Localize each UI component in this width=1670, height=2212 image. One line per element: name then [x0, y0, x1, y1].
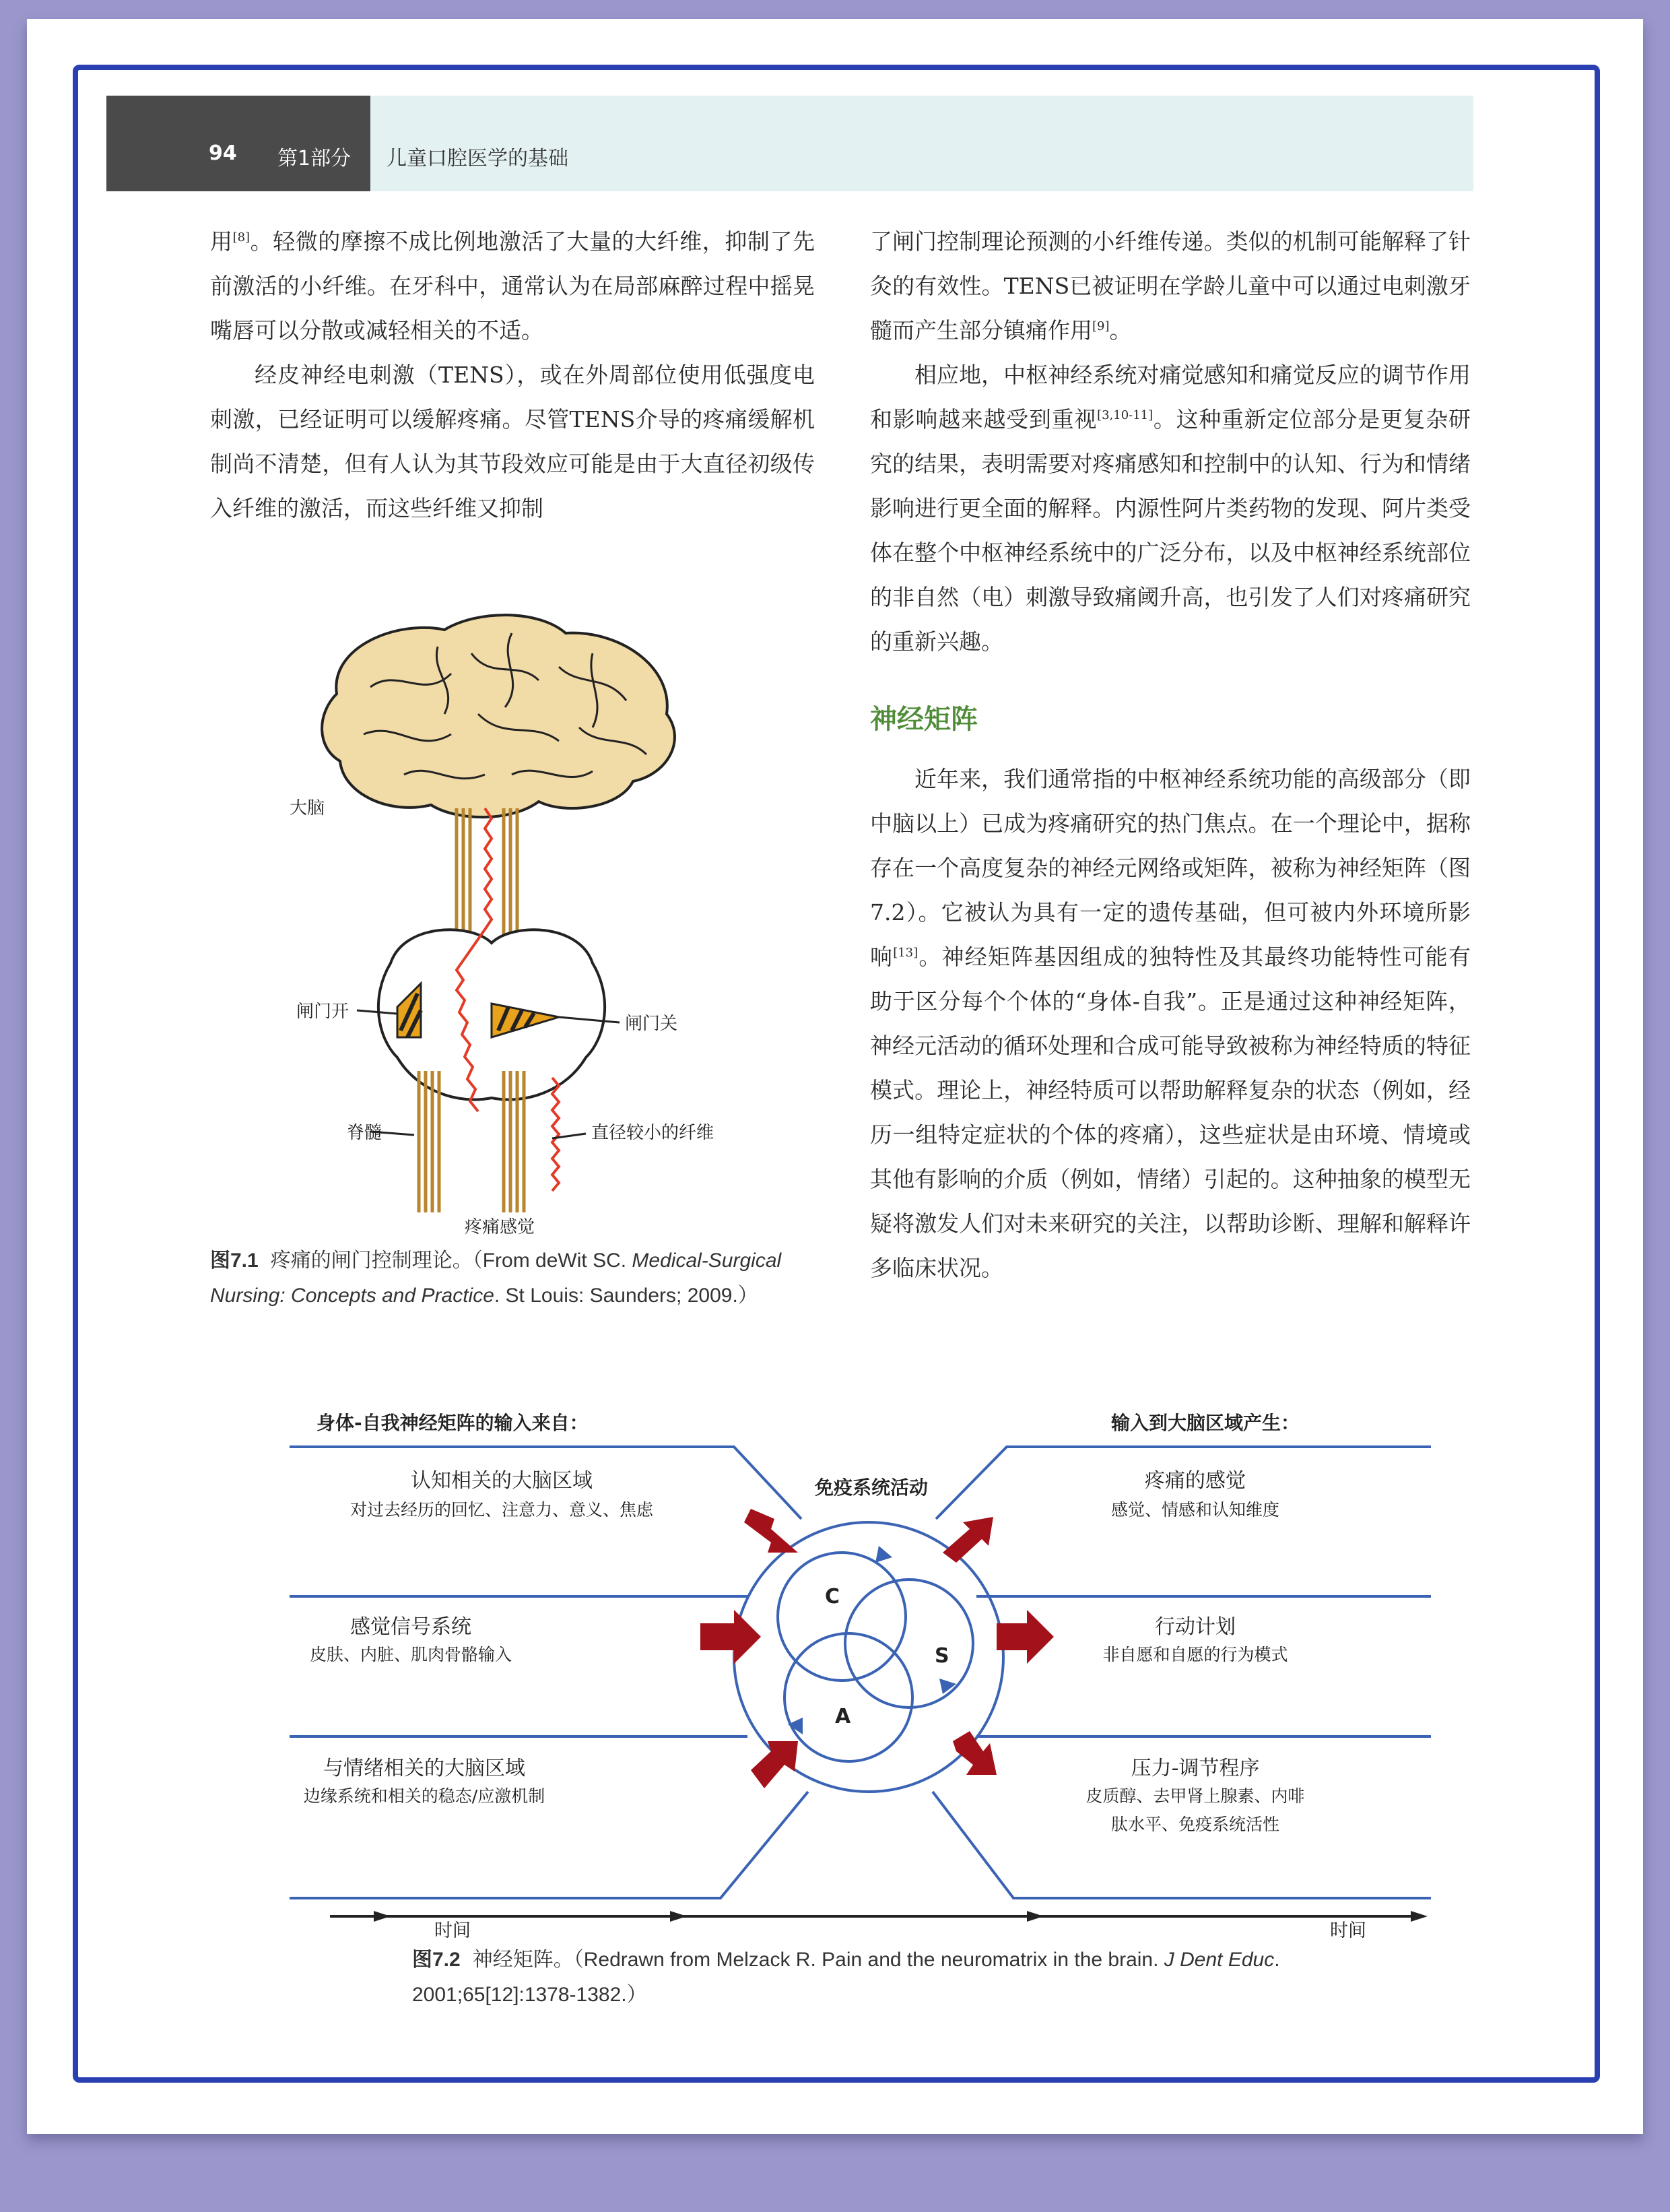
- label-pain-sensation: 疼痛感觉: [465, 1217, 535, 1237]
- label-gate-open: 闸门开: [296, 1002, 349, 1022]
- brain-illustration: [322, 615, 675, 817]
- immune-label: 免疫系统活动: [815, 1476, 929, 1499]
- letter-c: C: [825, 1585, 840, 1608]
- paragraph: 近年来，我们通常指的中枢神经系统功能的高级部分（即中脑以上）已成为疼痛研究的热门焦点。在一个理论中，据称存在一个高度复杂的神经元网络或矩阵，被称为神经矩阵（图7.2）。它被认为具有一定的遗传基础，但可被内外环境所影响[13]。神经矩阵基因组成的独特性及其最终功能特性可能有助于区分每个个体的“身体-自我”。正是通过这种神经矩阵，神经元活动的循环处理和合成可能导致被称为神经特质的特征模式。理论上，神经特质可以帮助解释复杂的状态（例如，经历一组特定症状的个体的疼痛），这些症状是由环境、情境或其他有影响的介质（例如，情绪）引起的。这种抽象的模型无疑将激发人们对未来研究的关注，以帮助诊断、理解和解释许多临床状况。: [870, 766, 1471, 1281]
- letter-a: A: [835, 1705, 851, 1728]
- paragraph: 用[8]。轻微的摩擦不成比例地激活了大量的大纤维，抑制了先前激活的小纤维。在牙科中，通常认为在局部麻醉过程中摇晃嘴唇可以分散或减轻相关的不适。: [210, 228, 815, 344]
- time-label-right: 时间: [1330, 1920, 1366, 1940]
- output-title: 行动计划: [1155, 1615, 1236, 1639]
- left-column: [210, 220, 815, 531]
- figure2-caption: 图7.2 神经矩阵。（Redrawn from Melzack R. Pain and the neuromatrix in the brain. J Dent Educ. 2001;65[12]:1378-1382.）: [412, 1949, 1280, 2006]
- input-sub: 皮肤、内脏、肌肉骨骼输入: [309, 1645, 512, 1664]
- right-column: [870, 220, 1471, 664]
- inputs-title: 身体-自我神经矩阵的输入来自：: [316, 1412, 589, 1434]
- part-label: 第1部分: [277, 147, 352, 170]
- output-sub-line2: 肽水平、免疫系统活性: [1110, 1815, 1280, 1834]
- neuromatrix-figure: [269, 1401, 1455, 1940]
- output-arrow: [997, 1610, 1054, 1664]
- input-arrow: [751, 1741, 798, 1788]
- section-heading: 神经矩阵: [870, 704, 978, 735]
- label-gate-closed: 闸门关: [625, 1014, 678, 1034]
- input-arrow: [700, 1610, 761, 1664]
- label-spinal-cord: 脊髓: [347, 1123, 382, 1143]
- paragraph: 了闸门控制理论预测的小纤维传递。类似的机制可能解释了针灸的有效性。TENS已被证明在学龄儿童中可以通过电刺激牙髓而产生部分镇痛作用[9]。: [870, 228, 1471, 344]
- figure-number: 图7.1: [210, 1249, 259, 1272]
- input-arrow: [744, 1509, 798, 1553]
- figure-number: 图7.2: [412, 1949, 461, 1971]
- time-label-left: 时间: [434, 1920, 471, 1940]
- part-title: 儿童口腔医学的基础: [387, 147, 568, 170]
- letter-s: S: [935, 1644, 949, 1668]
- outputs-title: 输入到大脑区域产生：: [1111, 1412, 1300, 1434]
- circle-s: [845, 1580, 973, 1707]
- input-sub: 对过去经历的回忆、注意力、意义、焦虑: [349, 1500, 654, 1520]
- paragraph: 相应地，中枢神经系统对痛觉感知和痛觉反应的调节作用和影响越来越受到重视[3,10-11]。这种重新定位部分是更复杂研究的结果，表明需要对疼痛感知和控制中的认知、行为和情绪影响进行更全面的解释。内源性阿片类药物的发现、阿片类受体在整个中枢神经系统中的广泛分布，以及中枢神经系统部位的非自然（电）刺激导致痛阈升高，也引发了人们对疼痛研究的重新兴趣。: [870, 362, 1471, 655]
- input-title: 感觉信号系统: [350, 1615, 471, 1639]
- gate-control-figure: [269, 606, 741, 1246]
- input-title: 认知相关的大脑区域: [411, 1469, 593, 1493]
- output-title: 压力-调节程序: [1131, 1757, 1260, 1780]
- output-sub: 皮质醇、去甲肾上腺素、内啡: [1086, 1786, 1305, 1806]
- page-number: 94: [209, 141, 237, 165]
- figure1-caption: 图7.1 疼痛的闸门控制理论。（From deWit SC. Medical-Surgical Nursing: Concepts and Practice. St Louis: Saunders; 2009.）: [210, 1249, 782, 1307]
- input-sub: 边缘系统和相关的稳态/应激机制: [303, 1786, 545, 1806]
- output-title: 疼痛的感觉: [1145, 1469, 1246, 1493]
- output-arrow: [943, 1517, 993, 1563]
- input-title: 与情绪相关的大脑区域: [323, 1757, 525, 1780]
- output-sub: 感觉、情感和认知维度: [1110, 1500, 1280, 1520]
- label-small-fiber: 直径较小的纤维: [591, 1123, 714, 1143]
- label-brain: 大脑: [290, 798, 325, 818]
- output-sub: 非自愿和自愿的行为模式: [1102, 1645, 1288, 1664]
- circle-a: [784, 1633, 912, 1761]
- paragraph: 经皮神经电刺激（TENS），或在外周部位使用低强度电刺激，已经证明可以缓解疼痛。尽管TENS介导的疼痛缓解机制尚不清楚，但有人认为其节段效应可能是由于大直径初级传入纤维的激活，而这些纤维又抑制: [210, 362, 815, 521]
- section-body: [870, 757, 1471, 1291]
